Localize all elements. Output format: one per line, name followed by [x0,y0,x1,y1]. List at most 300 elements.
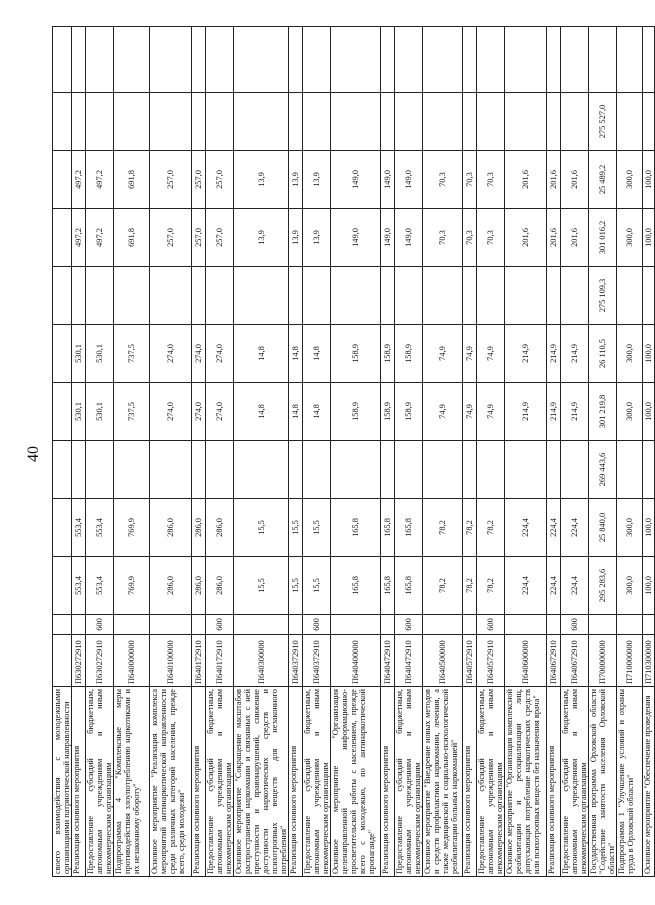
row-value-cell [505,267,547,325]
row-value-cell: 70,3 [463,209,477,267]
row-name-cell: Государственная программа Орловской области "Содействие занятости населения Орловской области" [589,687,617,877]
row-value-cell [289,27,303,93]
row-value-cell [381,267,395,325]
row-value-cell: 274,0 [150,383,192,441]
row-kvr-cell: 600 [477,615,505,635]
row-value-cell [289,93,303,151]
row-value-cell: 25 840,0 [589,499,617,557]
row-value-cell [192,267,206,325]
row-value-cell: 530,1 [72,383,86,441]
row-kvr-cell [589,615,617,635]
row-value-cell [72,267,86,325]
row-value-cell: 301 219,8 [589,383,617,441]
table-row [72,27,86,877]
row-name-cell: Основное мероприятие "Организация комплексной реабилитации и ресоциализации лиц, допускающих потребление наркотических средств или психотропных веществ без назначения врача" [505,687,547,877]
row-value-cell: 26 110,5 [589,325,617,383]
row-kvr-cell: 600 [395,615,423,635]
row-value-cell: 14,8 [234,383,289,441]
row-code-cell: П640172910 [206,635,234,687]
row-name-cell: Предоставление субсидий бюджетным, автономным учреждениям и иным некоммерческим организациям [303,687,331,877]
row-value-cell: 78,2 [463,557,477,615]
row-value-cell [206,441,234,499]
row-value-cell [192,27,206,93]
row-value-cell: 214,9 [561,383,589,441]
row-name-cell: Реализация основного мероприятия [381,687,395,877]
table-row [114,27,150,877]
row-name-cell: Предоставление субсидий бюджетным, автономным учреждениям и иным некоммерческим организациям [477,687,505,877]
row-value-cell [547,93,561,151]
row-value-cell [561,93,589,151]
row-value-cell [53,441,72,499]
row-value-cell: 15,5 [289,557,303,615]
row-value-cell: 158,9 [331,383,381,441]
row-value-cell [289,267,303,325]
row-value-cell [192,93,206,151]
row-value-cell: 301 016,2 [589,209,617,267]
row-value-cell [617,93,643,151]
table-row [234,27,289,877]
row-value-cell [150,441,192,499]
row-value-cell: 70,3 [477,151,505,209]
row-value-cell [53,383,72,441]
row-value-cell: 224,4 [547,499,561,557]
row-kvr-cell [234,615,289,635]
row-value-cell: 274,0 [150,325,192,383]
row-value-cell: 149,0 [331,209,381,267]
row-value-cell: 70,3 [423,151,463,209]
row-value-cell: 74,9 [423,325,463,383]
row-value-cell [53,325,72,383]
row-kvr-cell [463,615,477,635]
row-kvr-cell [192,615,206,635]
row-value-cell: 25 489,2 [589,151,617,209]
row-value-cell: 70,3 [463,151,477,209]
table-row [423,27,463,877]
row-value-cell: 14,8 [303,325,331,383]
row-value-cell: 769,9 [114,499,150,557]
row-value-cell [114,27,150,93]
row-value-cell: 158,9 [381,325,395,383]
table-row [303,27,331,877]
row-value-cell: 78,2 [477,499,505,557]
row-code-cell: П640600000 [505,635,547,687]
row-value-cell: 74,9 [463,383,477,441]
row-kvr-cell [505,615,547,635]
row-value-cell [206,27,234,93]
row-value-cell [561,27,589,93]
row-value-cell: 214,9 [505,383,547,441]
row-kvr-cell [289,615,303,635]
table-row [150,27,192,877]
row-value-cell: 274,0 [192,383,206,441]
row-value-cell [234,27,289,93]
row-value-cell [150,93,192,151]
row-name-cell: Подпрограмма 1 "Улучшение условий и охраны труда в Орловской области" [617,687,643,877]
row-name-cell: Основное мероприятие "Организация целенаправленной информационно-просветительской работы с населением, прежде всего с молодежью, по антинаркотической пропаганде" [331,687,381,877]
row-value-cell: 274,0 [192,325,206,383]
row-value-cell: 13,9 [289,151,303,209]
row-value-cell: 286,0 [206,499,234,557]
row-code-cell: П640000000 [114,635,150,687]
row-value-cell [643,93,655,151]
row-value-cell: 553,4 [86,499,114,557]
table-row [289,27,303,877]
row-name-cell: Реализация основного мероприятия [547,687,561,877]
row-value-cell: 149,0 [331,151,381,209]
row-value-cell: 295 283,6 [589,557,617,615]
row-value-cell: 224,4 [561,557,589,615]
row-value-cell [463,93,477,151]
row-value-cell: 14,8 [234,325,289,383]
row-value-cell [589,27,617,93]
row-value-cell: 78,2 [423,557,463,615]
row-value-cell [547,441,561,499]
row-code-cell: П630272910 [72,635,86,687]
row-value-cell [206,93,234,151]
row-value-cell [395,267,423,325]
row-value-cell [617,441,643,499]
row-value-cell: 497,2 [86,151,114,209]
row-value-cell [72,93,86,151]
table-row [381,27,395,877]
table-row [505,27,547,877]
row-value-cell: 497,2 [86,209,114,267]
table-row [589,27,617,877]
row-name-cell: Предоставление субсидий бюджетным, автономным учреждениям и иным некоммерческим организациям [206,687,234,877]
row-value-cell: 15,5 [289,499,303,557]
row-value-cell: 224,4 [505,499,547,557]
row-value-cell [114,93,150,151]
row-value-cell: 165,8 [381,557,395,615]
row-kvr-cell: 600 [303,615,331,635]
row-kvr-cell [423,615,463,635]
row-value-cell [303,27,331,93]
row-value-cell [114,267,150,325]
row-value-cell: 158,9 [395,325,423,383]
row-value-cell: 100,0 [643,383,655,441]
row-value-cell [477,93,505,151]
row-value-cell: 553,4 [72,499,86,557]
row-kvr-cell: 600 [561,615,589,635]
row-value-cell [547,27,561,93]
row-name-cell: Предоставление субсидий бюджетным, автономным учреждениям и иным некоммерческим организациям [86,687,114,877]
row-value-cell [53,27,72,93]
row-code-cell: П710000000 [617,635,643,687]
table-row [86,27,114,877]
row-code-cell: П640672910 [547,635,561,687]
row-value-cell [463,267,477,325]
row-value-cell [72,27,86,93]
row-value-cell: 70,3 [477,209,505,267]
row-name-cell: Подпрограмма 4 "Комплексные меры противодействия злоупотреблению наркотиками и их незаконному обороту" [114,687,150,877]
row-value-cell: 201,6 [505,151,547,209]
row-value-cell [53,151,72,209]
row-value-cell: 553,4 [86,557,114,615]
row-value-cell [114,441,150,499]
row-value-cell [395,27,423,93]
row-value-cell [303,267,331,325]
row-value-cell: 15,5 [303,499,331,557]
row-value-cell: 286,0 [206,557,234,615]
row-value-cell [477,27,505,93]
row-value-cell: 149,0 [381,151,395,209]
row-value-cell: 100,0 [643,499,655,557]
table-row [206,27,234,877]
row-value-cell: 78,2 [423,499,463,557]
row-value-cell: 300,0 [617,383,643,441]
row-value-cell: 165,8 [395,557,423,615]
row-kvr-cell: 600 [206,615,234,635]
row-name-cell: Предоставление субсидий бюджетным, автономным учреждениям и иным некоммерческим организациям [561,687,589,877]
table-row [547,27,561,877]
table-body [53,27,655,877]
row-value-cell [617,267,643,325]
row-value-cell: 286,0 [192,557,206,615]
row-value-cell: 149,0 [381,209,395,267]
row-value-cell: 257,0 [192,151,206,209]
row-value-cell [477,441,505,499]
row-value-cell [423,27,463,93]
row-name-cell: Реализация основного мероприятия [463,687,477,877]
row-value-cell [505,27,547,93]
row-code-cell: П640300000 [234,635,289,687]
row-value-cell: 165,8 [395,499,423,557]
row-value-cell [331,267,381,325]
row-value-cell: 691,8 [114,151,150,209]
row-value-cell [303,441,331,499]
row-value-cell: 165,8 [331,499,381,557]
row-value-cell [423,267,463,325]
row-value-cell: 214,9 [561,325,589,383]
row-value-cell: 13,9 [234,209,289,267]
row-value-cell [505,441,547,499]
row-code-cell [53,635,72,687]
row-value-cell [53,267,72,325]
row-value-cell: 257,0 [150,209,192,267]
row-value-cell [423,441,463,499]
row-value-cell: 15,5 [303,557,331,615]
row-value-cell [643,267,655,325]
row-value-cell [86,441,114,499]
page-number: 40 [25,446,42,462]
row-code-cell: П640372910 [303,635,331,687]
row-value-cell: 201,6 [547,209,561,267]
row-name-cell: Основное мероприятие "Обеспечение проведения [643,687,655,877]
table-row [561,27,589,877]
table-row [53,27,72,877]
row-value-cell [463,27,477,93]
row-value-cell: 224,4 [505,557,547,615]
row-value-cell: 530,1 [86,325,114,383]
row-kvr-cell [150,615,192,635]
row-value-cell: 224,4 [547,557,561,615]
row-value-cell: 13,9 [234,151,289,209]
row-code-cell: П640500000 [423,635,463,687]
row-value-cell [150,27,192,93]
row-value-cell: 100,0 [643,557,655,615]
row-code-cell: П640172910 [192,635,206,687]
row-value-cell: 14,8 [303,383,331,441]
row-value-cell: 149,0 [395,151,423,209]
row-value-cell [331,93,381,151]
row-value-cell: 530,1 [86,383,114,441]
row-value-cell [547,267,561,325]
row-value-cell: 300,0 [617,325,643,383]
table-row [463,27,477,877]
row-value-cell [331,441,381,499]
row-value-cell [395,441,423,499]
row-kvr-cell [331,615,381,635]
row-kvr-cell: 600 [86,615,114,635]
row-value-cell: 149,0 [395,209,423,267]
row-value-cell: 214,9 [505,325,547,383]
row-value-cell: 70,3 [423,209,463,267]
row-value-cell: 100,0 [643,209,655,267]
row-value-cell [381,27,395,93]
row-kvr-cell [114,615,150,635]
row-value-cell [331,27,381,93]
row-value-cell: 14,8 [289,383,303,441]
table-row [617,27,643,877]
row-value-cell: 74,9 [477,383,505,441]
row-code-cell: П640672910 [561,635,589,687]
row-value-cell: 214,9 [547,325,561,383]
row-value-cell [303,93,331,151]
row-value-cell: 274,0 [206,325,234,383]
row-value-cell: 691,8 [114,209,150,267]
row-value-cell [643,27,655,93]
row-kvr-cell [643,615,655,635]
row-value-cell: 275 109,3 [589,267,617,325]
row-value-cell [72,441,86,499]
row-value-cell: 201,6 [547,151,561,209]
row-value-cell: 201,6 [561,209,589,267]
row-value-cell [381,441,395,499]
row-code-cell: П630272910 [86,635,114,687]
row-value-cell: 201,6 [561,151,589,209]
row-value-cell: 224,4 [561,499,589,557]
row-value-cell: 158,9 [381,383,395,441]
row-value-cell: 74,9 [423,383,463,441]
row-value-cell: 286,0 [150,557,192,615]
row-value-cell [477,267,505,325]
row-value-cell: 300,0 [617,557,643,615]
row-value-cell: 737,5 [114,383,150,441]
row-code-cell: П640400000 [331,635,381,687]
table-row [477,27,505,877]
row-value-cell: 165,8 [381,499,395,557]
row-value-cell: 13,9 [303,209,331,267]
row-value-cell: 13,9 [303,151,331,209]
row-value-cell: 201,6 [505,209,547,267]
row-value-cell [234,441,289,499]
row-value-cell [463,441,477,499]
row-code-cell: П640472910 [395,635,423,687]
row-value-cell: 497,2 [72,151,86,209]
row-value-cell: 530,1 [72,325,86,383]
row-value-cell: 15,5 [234,557,289,615]
row-code-cell: П640572910 [477,635,505,687]
row-kvr-cell [53,615,72,635]
row-name-cell: Реализация основного мероприятия [192,687,206,877]
row-value-cell: 158,9 [331,325,381,383]
row-value-cell: 257,0 [206,209,234,267]
row-value-cell: 553,4 [72,557,86,615]
row-value-cell: 165,8 [331,557,381,615]
row-code-cell: П640100000 [150,635,192,687]
row-value-cell: 13,9 [289,209,303,267]
row-value-cell: 257,0 [192,209,206,267]
row-value-cell [53,557,72,615]
row-value-cell [505,93,547,151]
row-value-cell: 286,0 [150,499,192,557]
row-value-cell [86,267,114,325]
table-row [643,27,655,877]
row-value-cell [643,441,655,499]
table-row [395,27,423,877]
row-name-cell: Реализация основного мероприятия [72,687,86,877]
row-value-cell [561,441,589,499]
row-name-cell: своего взаимодействия с молодежными организациями патриотической направленности [53,687,72,877]
row-value-cell: 497,2 [72,209,86,267]
row-value-cell [617,27,643,93]
row-value-cell [53,209,72,267]
row-value-cell [234,93,289,151]
row-kvr-cell [72,615,86,635]
row-value-cell [86,27,114,93]
row-kvr-cell [381,615,395,635]
row-value-cell: 269 443,6 [589,441,617,499]
table-row [192,27,206,877]
row-value-cell [150,267,192,325]
row-value-cell [86,93,114,151]
row-value-cell: 74,9 [463,325,477,383]
row-value-cell: 14,8 [289,325,303,383]
row-value-cell: 257,0 [206,151,234,209]
row-code-cell: П640572910 [463,635,477,687]
row-code-cell: П640372910 [289,635,303,687]
row-value-cell [234,267,289,325]
row-value-cell: 158,9 [395,383,423,441]
row-value-cell [395,93,423,151]
row-name-cell: Предоставление субсидий бюджетным, автономным учреждениям и иным некоммерческим организациям [395,687,423,877]
row-value-cell: 275 527,0 [589,93,617,151]
row-value-cell: 274,0 [206,383,234,441]
row-kvr-cell [547,615,561,635]
row-code-cell: П710300000 [643,635,655,687]
row-kvr-cell [617,615,643,635]
row-value-cell [423,93,463,151]
row-value-cell [381,93,395,151]
row-name-cell: Основное мероприятие "Реализация комплекса мероприятий антинаркотической направленности среди различных категорий населения, прежде всего, среди молодежи" [150,687,192,877]
row-value-cell: 78,2 [463,499,477,557]
row-value-cell: 214,9 [547,383,561,441]
row-value-cell: 300,0 [617,499,643,557]
row-value-cell: 737,5 [114,325,150,383]
row-value-cell: 300,0 [617,209,643,267]
row-value-cell [561,267,589,325]
row-value-cell [53,93,72,151]
row-code-cell: П640472910 [381,635,395,687]
row-name-cell: Основное мероприятие "Внедрение новых методов и средств профилактики наркомании, лечения, а также медицинской и социально-психологической реабилитации больных наркоманией" [423,687,463,877]
budget-table [52,26,655,877]
rotated-table-wrapper [52,27,653,877]
row-value-cell [206,267,234,325]
row-value-cell [192,441,206,499]
row-value-cell: 769,9 [114,557,150,615]
row-code-cell: П700000000 [589,635,617,687]
row-value-cell: 100,0 [643,151,655,209]
